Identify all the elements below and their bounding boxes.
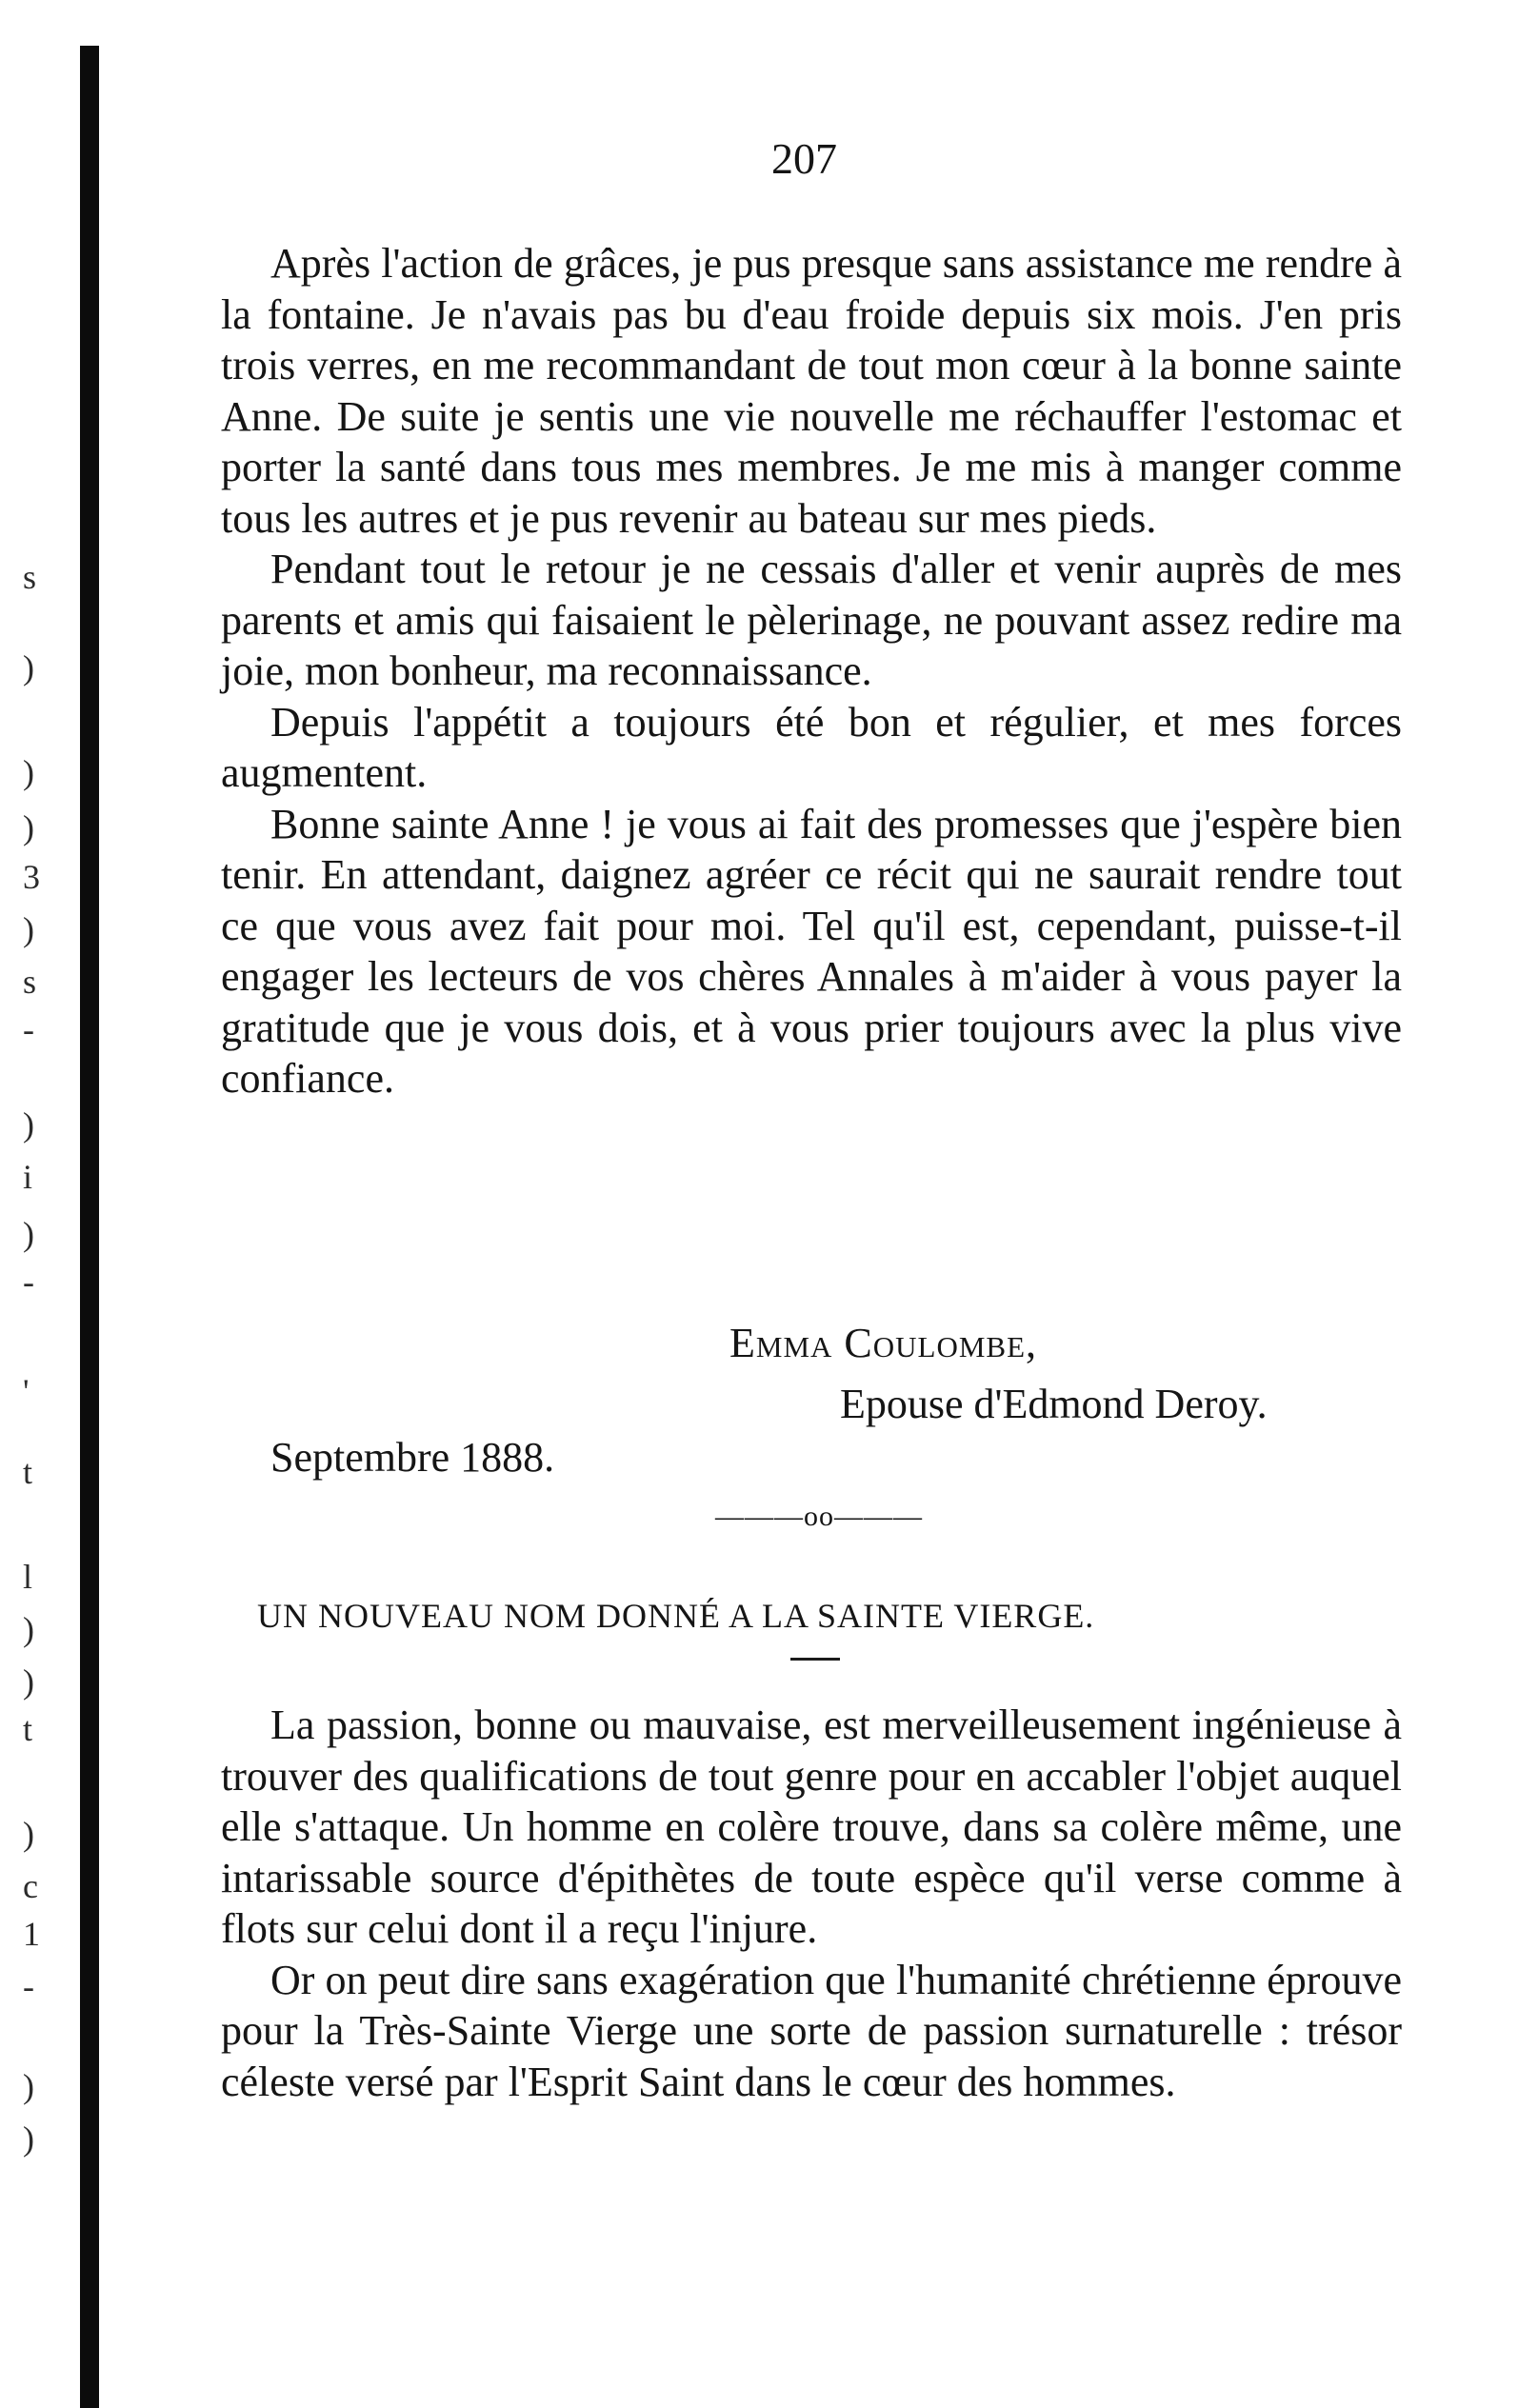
article-paragraph: Or on peut dire sans exagération que l'humanité chrétienne éprouve pour la Très-Sainte Vierge une sorte de passion surnaturelle : trésor céleste versé par l'Esprit Saint dans le cœur des hommes. <box>221 1956 1402 2105</box>
margin-fragment: c <box>23 1867 38 1905</box>
margin-fragment: - <box>23 1263 34 1301</box>
binding-edge <box>80 46 99 2408</box>
margin-fragment: i <box>23 1158 33 1196</box>
margin-fragment: s <box>23 558 37 596</box>
margin-fragment: ' <box>23 1372 30 1410</box>
next-article-body <box>221 1700 1402 2107</box>
margin-fragment: ) <box>23 910 34 948</box>
margin-fragment: ) <box>23 1105 34 1144</box>
page-number: 207 <box>771 134 837 183</box>
signature-role: Epouse d'Edmond Deroy. <box>840 1381 1268 1427</box>
article-body <box>221 238 1402 1104</box>
margin-fragment: - <box>23 1010 34 1048</box>
article-paragraph: Bonne sainte Anne ! je vous ai fait des promesses que j'espère bien tenir. En attendant, daignez agréer ce récit qui ne saurait rendre tout ce que vous avez fait pour moi. Tel qu'il est, cependant, puisse-t-il engager les lecteurs de vos chères Annales à m'aider à vous payer la gratitude que je vous dois, et à vous prier toujours avec la plus vive confiance. <box>221 800 1402 1102</box>
margin-fragment: ) <box>23 1662 34 1701</box>
signature-date: Septembre 1888. <box>270 1434 555 1481</box>
article-paragraph: Pendant tout le retour je ne cessais d'aller et venir auprès de mes parents et amis qui faisaient le pèlerinage, ne pouvant assez redire ma joie, mon bonheur, ma reconnaissance. <box>221 546 1402 694</box>
margin-fragment: ) <box>23 808 34 846</box>
margin-fragment: t <box>23 1453 33 1491</box>
margin-fragment: ) <box>23 2119 34 2158</box>
margin-fragment: t <box>23 1710 33 1748</box>
margin-fragment: 1 <box>23 1915 40 1953</box>
previous-page-bleedthrough <box>13 0 61 2408</box>
margin-fragment: ) <box>23 753 34 791</box>
margin-fragment: s <box>23 963 37 1001</box>
margin-fragment: ) <box>23 1215 34 1253</box>
margin-fragment: ) <box>23 648 34 687</box>
article-paragraph: Depuis l'appétit a toujours été bon et régulier, et mes forces augmentent. <box>221 698 1402 796</box>
section-divider: ———oo——— <box>715 1501 923 1532</box>
margin-fragment: 3 <box>23 858 40 896</box>
margin-fragment: ) <box>23 1610 34 1648</box>
margin-fragment: ) <box>23 2067 34 2105</box>
margin-fragment: - <box>23 1967 34 2005</box>
margin-fragment: l <box>23 1558 33 1596</box>
heading-rule <box>790 1658 840 1661</box>
article-paragraph: Après l'action de grâces, je pus presque sans assistance me rendre à la fontaine. Je n'avais pas bu d'eau froide depuis six mois. J'en pris trois verres, en me recommandant de tout mon cœur à la bonne sainte Anne. De suite je sentis une vie nouvelle me réchauffer l'estomac et porter la santé dans tous mes membres. Je me mis à manger comme tous les autres et je pus revenir au bateau sur mes pieds. <box>221 240 1402 542</box>
margin-fragment: ) <box>23 1815 34 1853</box>
article-paragraph: La passion, bonne ou mauvaise, est merveilleusement ingénieuse à trouver des qualifications de tout genre pour en accabler l'objet auquel elle s'attaque. Un homme en colère trouve, dans sa colère même, une intarissable source d'épithètes de toute espèce qu'il verse comme à flots sur celui dont il a reçu l'injure. <box>221 1702 1402 1952</box>
signature-name: Emma Coulombe, <box>729 1320 1038 1366</box>
section-heading: UN NOUVEAU NOM DONNÉ A LA SAINTE VIERGE. <box>257 1597 1095 1635</box>
